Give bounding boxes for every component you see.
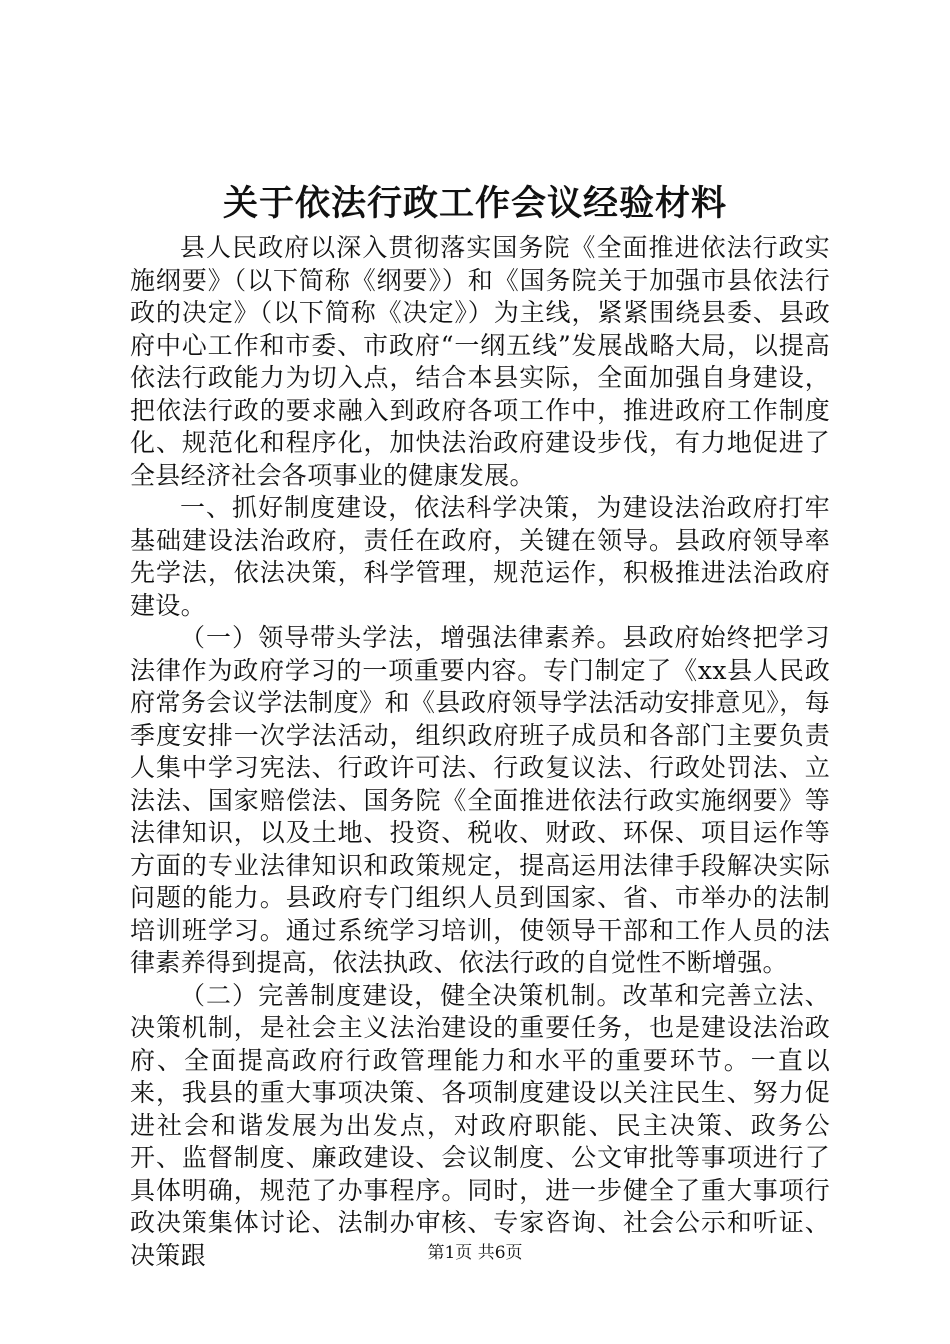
document-title: 关于依法行政工作会议经验材料 — [222, 183, 727, 224]
paragraph-section-1: 一、抓好制度建设，依法科学决策，为建设法治政府打牢基础建设法治政府，责任在政府，关键在领导。县政府领导率先学法，依法决策，科学管理，规范运作，积极推进法治政府建设。 — [130, 493, 830, 620]
document-body — [130, 232, 830, 1272]
page-number-footer: 第1页 共6页 — [427, 1243, 523, 1263]
paragraph-subsection-1: （一）领导带头学法，增强法律素养。县政府始终把学习法律作为政府学习的一项重要内容。专门制定了《xx县人民政府常务会议学法制度》和《县政府领导学法活动安排意见》，每季度安排一次学法活动，组织政府班子成员和各部门主要负责人集中学习宪法、行政许可法、行政复议法、行政处罚法、立法法、国家赔偿法、国务院《全面推进依法行政实施纲要》等法律知识，以及土地、投资、税收、财政、环保、项目运作等方面的专业法律知识和政策规定，提高运用法律手段解决实际问题的能力。县政府专门组织人员到国家、省、市举办的法制培训班学习。通过系统学习培训，使领导干部和工作人员的法律素养得到提高，依法执政、依法行政的自觉性不断增强。 — [130, 623, 830, 977]
paragraph-intro: 县人民政府以深入贯彻落实国务院《全面推进依法行政实施纲要》（以下简称《纲要》）和《国务院关于加强市县依法行政的决定》（以下简称《决定》）为主线，紧紧围绕县委、县政府中心工作和市委、市政府“一纲五线”发展战略大局，以提高依法行政能力为切入点，结合本县实际，全面加强自身建设，把依法行政的要求融入到政府各项工作中，推进政府工作制度化、规范化和程序化，加快法治政府建设步伐，有力地促进了全县经济社会各项事业的健康发展。 — [130, 233, 830, 490]
paragraph-subsection-2: （二）完善制度建设，健全决策机制。改革和完善立法、决策机制，是社会主义法治建设的重要任务，也是建设法治政府、全面提高政府行政管理能力和水平的重要环节。一直以来，我县的重大事项决策、各项制度建设以关注民生、努力促进社会和谐发展为出发点，对政府职能、民主决策、政务公开、监督制度、廉政建设、会议制度、公文审批等事项进行了具体明确，规范了办事程序。同时，进一步健全了重大事项行政决策集体讨论、法制办审核、专家咨询、社会公示和听证、决策跟 — [130, 980, 830, 1270]
